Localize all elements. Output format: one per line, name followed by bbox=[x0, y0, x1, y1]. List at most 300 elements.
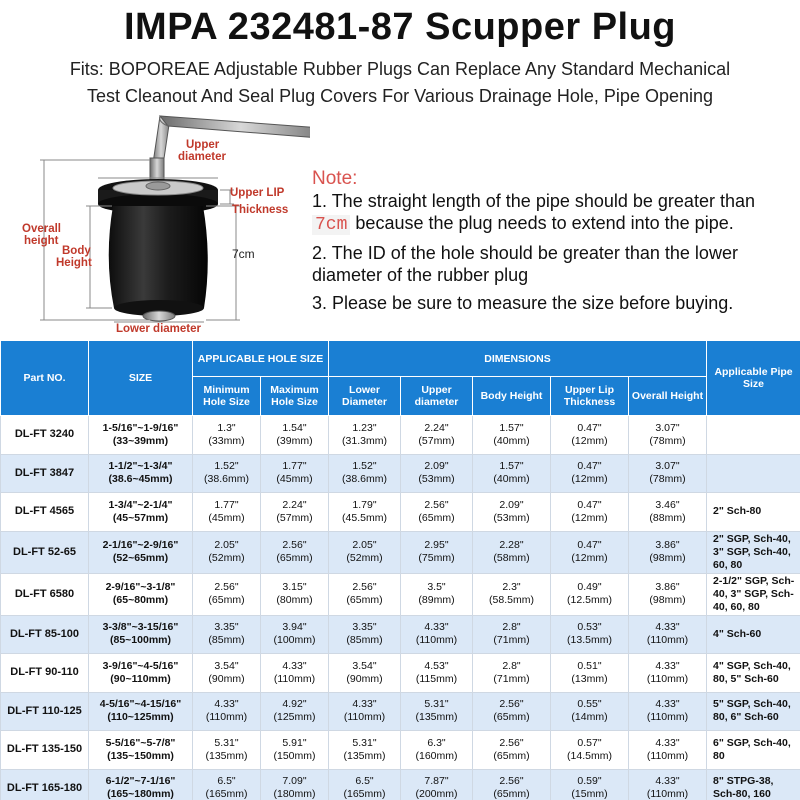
cell-part-no-value: DL-FT 52-65 bbox=[13, 545, 76, 558]
cell-upper-lip-value: 0.47" bbox=[577, 539, 602, 551]
cell-pipe-size-value: 5" SGP, Sch-40, 80, 6" Sch-60 bbox=[713, 698, 791, 724]
cell-overall-height bbox=[629, 454, 707, 493]
cell-upper-lip-value: 0.47" bbox=[577, 421, 602, 434]
cell-part-no-value: DL-FT 110-125 bbox=[7, 704, 82, 717]
cell-max-hole bbox=[261, 692, 329, 731]
cell-upper-diameter-value: 2.09" bbox=[424, 460, 449, 473]
cell-upper-lip-metric: (12.5mm) bbox=[567, 594, 612, 606]
cell-body-height-value: 2.28" bbox=[499, 539, 524, 551]
cell-pipe-size-value: 2" Sch-80 bbox=[713, 505, 762, 518]
cell-body-height bbox=[473, 454, 551, 493]
cell-lower-diameter bbox=[329, 573, 401, 615]
cell-size bbox=[89, 531, 193, 573]
cell-lower-diameter-metric: (135mm) bbox=[343, 749, 386, 762]
cell-size bbox=[89, 416, 193, 455]
label-overall-height-1: Overall bbox=[22, 223, 61, 235]
cell-body-height-metric: (40mm) bbox=[493, 434, 530, 447]
cell-upper-lip-value: 0.47" bbox=[577, 460, 602, 473]
cell-min-hole bbox=[193, 493, 261, 532]
cell-pipe-size bbox=[707, 493, 800, 532]
cell-size bbox=[89, 454, 193, 493]
cell-upper-diameter-value: 7.87" bbox=[424, 775, 449, 788]
header-upper-lip: Upper Lip Thickness bbox=[551, 377, 629, 416]
cell-body-height-value: 2.8" bbox=[502, 621, 521, 634]
cell-lower-diameter bbox=[329, 731, 401, 770]
cell-size bbox=[89, 692, 193, 731]
table-row bbox=[1, 731, 800, 770]
cell-size bbox=[89, 573, 193, 615]
cell-pipe-size bbox=[707, 692, 800, 731]
cell-upper-diameter bbox=[401, 654, 473, 693]
cell-body-height-value: 2.56" bbox=[499, 736, 524, 749]
cell-upper-lip-metric: (15mm) bbox=[571, 788, 608, 800]
hex-wrench-icon bbox=[152, 116, 310, 172]
cell-overall-height bbox=[629, 654, 707, 693]
cell-upper-lip-value: 0.47" bbox=[577, 498, 602, 511]
cell-min-hole-value: 6.5" bbox=[217, 775, 236, 788]
cell-size bbox=[89, 493, 193, 532]
cell-part-no bbox=[1, 573, 89, 615]
cell-max-hole bbox=[261, 531, 329, 573]
cell-min-hole bbox=[193, 769, 261, 800]
cell-body-height-metric: (65mm) bbox=[493, 749, 530, 762]
cell-pipe-size-value: 8" STPG-38, Sch-80, 160 bbox=[713, 775, 774, 800]
cell-size-metric: (110~125mm) bbox=[107, 711, 174, 724]
cell-size-metric: (85~100mm) bbox=[110, 634, 171, 647]
cell-min-hole-metric: (33mm) bbox=[208, 434, 245, 447]
cell-pipe-size bbox=[707, 573, 800, 615]
cell-body-height-metric: (53mm) bbox=[493, 511, 530, 524]
table-row bbox=[1, 493, 800, 532]
header-upper-diameter: Upper diameter bbox=[401, 377, 473, 416]
cell-max-hole-value: 3.94" bbox=[282, 621, 307, 634]
cell-upper-diameter-metric: (65mm) bbox=[418, 511, 455, 524]
cell-max-hole bbox=[261, 573, 329, 615]
cell-upper-diameter bbox=[401, 769, 473, 800]
cell-upper-lip-value: 0.51" bbox=[577, 659, 602, 672]
label-upper-diameter-1: Upper bbox=[186, 139, 220, 151]
cell-lower-diameter bbox=[329, 615, 401, 654]
cell-upper-lip-metric: (12mm) bbox=[571, 552, 608, 564]
cell-min-hole bbox=[193, 531, 261, 573]
cell-max-hole-value: 2.24" bbox=[282, 498, 307, 511]
cell-upper-lip-value: 0.59" bbox=[577, 775, 602, 788]
cell-part-no-value: DL-FT 135-150 bbox=[6, 743, 83, 756]
cell-upper-diameter bbox=[401, 416, 473, 455]
cell-pipe-size bbox=[707, 531, 800, 573]
cell-part-no bbox=[1, 416, 89, 455]
cell-lower-diameter-value: 3.35" bbox=[352, 621, 377, 634]
label-upper-diameter-2: diameter bbox=[178, 151, 226, 163]
cell-body-height bbox=[473, 769, 551, 800]
cell-upper-lip-metric: (14mm) bbox=[571, 711, 608, 724]
cell-lower-diameter bbox=[329, 454, 401, 493]
cell-overall-height-value: 4.33" bbox=[655, 775, 680, 788]
cell-max-hole bbox=[261, 769, 329, 800]
cell-overall-height-value: 4.33" bbox=[655, 698, 680, 711]
cell-upper-lip-metric: (13mm) bbox=[571, 672, 608, 685]
cell-min-hole-value: 1.3" bbox=[217, 421, 236, 434]
cell-size-metric: (52~65mm) bbox=[112, 552, 169, 564]
cell-lower-diameter-metric: (31.3mm) bbox=[342, 434, 387, 447]
cell-max-hole-metric: (57mm) bbox=[276, 511, 313, 524]
cell-part-no bbox=[1, 692, 89, 731]
cell-body-height-metric: (71mm) bbox=[493, 672, 530, 685]
cell-pipe-size-value: 6" SGP, Sch-40, 80 bbox=[713, 736, 791, 762]
cell-lower-diameter bbox=[329, 416, 401, 455]
cell-max-hole bbox=[261, 615, 329, 654]
cell-part-no bbox=[1, 731, 89, 770]
cell-overall-height-metric: (98mm) bbox=[649, 552, 686, 564]
cell-min-hole-metric: (135mm) bbox=[205, 749, 248, 762]
cell-upper-lip-metric: (12mm) bbox=[571, 473, 608, 486]
cell-upper-diameter-value: 5.31" bbox=[424, 698, 449, 711]
cell-overall-height bbox=[629, 416, 707, 455]
cell-min-hole-value: 1.77" bbox=[214, 498, 239, 511]
cell-overall-height bbox=[629, 573, 707, 615]
cell-body-height-value: 2.56" bbox=[499, 698, 524, 711]
cell-size bbox=[89, 769, 193, 800]
cell-overall-height-value: 3.86" bbox=[655, 581, 680, 593]
cell-body-height-value: 1.57" bbox=[499, 460, 524, 473]
cell-upper-lip bbox=[551, 615, 629, 654]
cell-overall-height-metric: (110mm) bbox=[646, 634, 689, 647]
cell-upper-lip bbox=[551, 493, 629, 532]
cell-max-hole-value: 1.54" bbox=[282, 421, 307, 434]
cell-lower-diameter-value: 1.52" bbox=[352, 460, 377, 473]
cell-lower-diameter-metric: (165mm) bbox=[343, 788, 386, 800]
label-body-height-2: Height bbox=[56, 257, 92, 269]
cell-upper-lip-metric: (12mm) bbox=[571, 511, 608, 524]
cell-overall-height bbox=[629, 769, 707, 800]
cell-upper-diameter-metric: (53mm) bbox=[418, 473, 455, 486]
note-item-2: 2. The ID of the hole should be greater than the lower diameter of the rubber plug bbox=[312, 243, 738, 285]
cell-overall-height-metric: (110mm) bbox=[646, 749, 689, 762]
cell-upper-diameter-metric: (115mm) bbox=[415, 672, 458, 685]
cell-body-height bbox=[473, 731, 551, 770]
cell-body-height-metric: (58mm) bbox=[493, 552, 530, 564]
cell-upper-lip bbox=[551, 531, 629, 573]
cell-part-no bbox=[1, 493, 89, 532]
cell-overall-height bbox=[629, 531, 707, 573]
cell-overall-height-metric: (110mm) bbox=[646, 711, 689, 724]
cell-overall-height-value: 3.07" bbox=[655, 460, 680, 473]
cell-size-value: 3-9/16"~4-5/16" bbox=[102, 659, 179, 672]
cell-max-hole-metric: (39mm) bbox=[276, 434, 313, 447]
cell-min-hole-value: 4.33" bbox=[214, 698, 239, 711]
cell-max-hole bbox=[261, 416, 329, 455]
cell-upper-diameter-value: 4.33" bbox=[424, 621, 449, 634]
cell-size-value: 1-1/2"~1-3/4" bbox=[108, 460, 173, 473]
cell-size-value: 6-1/2"~7-1/16" bbox=[105, 775, 176, 788]
cell-lower-diameter-value: 5.31" bbox=[352, 736, 377, 749]
cell-overall-height-value: 4.33" bbox=[655, 659, 680, 672]
cell-min-hole-metric: (65mm) bbox=[208, 594, 245, 606]
cell-min-hole-value: 2.05" bbox=[214, 539, 239, 551]
cell-upper-lip bbox=[551, 416, 629, 455]
cell-body-height-value: 1.57" bbox=[499, 421, 524, 434]
label-upper-lip-2: Thickness bbox=[232, 204, 289, 216]
cell-max-hole-metric: (150mm) bbox=[273, 749, 316, 762]
cell-upper-diameter bbox=[401, 531, 473, 573]
cell-overall-height bbox=[629, 692, 707, 731]
cell-pipe-size bbox=[707, 454, 800, 493]
cell-pipe-size bbox=[707, 731, 800, 770]
table-row bbox=[1, 615, 800, 654]
cell-size-value: 2-1/16"~2-9/16" bbox=[102, 539, 179, 551]
cell-min-hole-value: 3.54" bbox=[214, 659, 239, 672]
cell-min-hole-metric: (165mm) bbox=[205, 788, 248, 800]
cell-upper-lip-value: 0.49" bbox=[577, 581, 602, 593]
cell-overall-height bbox=[629, 493, 707, 532]
cell-upper-lip bbox=[551, 769, 629, 800]
cell-upper-lip bbox=[551, 573, 629, 615]
cell-overall-height-metric: (78mm) bbox=[649, 473, 686, 486]
cell-body-height bbox=[473, 416, 551, 455]
cell-min-hole bbox=[193, 692, 261, 731]
note-item-1-text-a: 1. The straight length of the pipe should be greater than bbox=[312, 191, 755, 211]
cell-body-height-value: 2.56" bbox=[499, 775, 524, 788]
cell-body-height bbox=[473, 573, 551, 615]
header-size: SIZE bbox=[89, 341, 193, 416]
cell-max-hole-metric: (180mm) bbox=[273, 788, 316, 800]
note-item-1 bbox=[312, 190, 792, 236]
cell-upper-lip bbox=[551, 654, 629, 693]
header-lower-diameter: Lower Diameter bbox=[329, 377, 401, 416]
cell-min-hole bbox=[193, 615, 261, 654]
cell-body-height-metric: (58.5mm) bbox=[489, 594, 534, 606]
cell-min-hole-metric: (85mm) bbox=[208, 634, 245, 647]
cell-overall-height-metric: (98mm) bbox=[649, 594, 686, 606]
cell-overall-height-value: 4.33" bbox=[655, 621, 680, 634]
cell-upper-lip bbox=[551, 731, 629, 770]
header-min-hole: Minimum Hole Size bbox=[193, 377, 261, 416]
cell-upper-diameter-value: 3.5" bbox=[427, 581, 446, 593]
note-item-1-highlight: 7cm bbox=[312, 215, 350, 235]
cell-overall-height-metric: (110mm) bbox=[646, 672, 689, 685]
note-title: Note: bbox=[312, 168, 358, 189]
cell-upper-diameter bbox=[401, 615, 473, 654]
cell-min-hole-value: 1.52" bbox=[214, 460, 239, 473]
cell-pipe-size-value: 2-1/2" SGP, Sch-40, 3" SGP, Sch-40, 60, 80 bbox=[713, 574, 795, 613]
label-lower-diameter: Lower diameter bbox=[116, 323, 201, 335]
cell-upper-diameter-value: 2.24" bbox=[424, 421, 449, 434]
cell-upper-diameter-metric: (75mm) bbox=[418, 552, 455, 564]
cell-pipe-size-value: 2" SGP, Sch-40, 3" SGP, Sch-40, 60, 80 bbox=[713, 532, 791, 571]
header-applicable-hole-size: APPLICABLE HOLE SIZE bbox=[193, 341, 329, 377]
cell-max-hole-metric: (125mm) bbox=[273, 711, 316, 724]
cell-upper-lip-metric: (12mm) bbox=[571, 434, 608, 447]
cell-pipe-size-value: 4" SGP, Sch-40, 80, 5" Sch-60 bbox=[713, 659, 791, 685]
cell-max-hole-value: 5.91" bbox=[282, 736, 307, 749]
cell-min-hole-metric: (52mm) bbox=[208, 552, 245, 564]
cell-size-value: 4-5/16"~4-15/16" bbox=[99, 698, 182, 711]
cell-lower-diameter bbox=[329, 654, 401, 693]
cell-max-hole-value: 3.15" bbox=[282, 581, 307, 593]
cell-pipe-size bbox=[707, 654, 800, 693]
cell-lower-diameter-metric: (110mm) bbox=[343, 711, 386, 724]
cell-size-metric: (38.6~45mm) bbox=[108, 473, 173, 486]
cell-part-no bbox=[1, 654, 89, 693]
cell-min-hole bbox=[193, 731, 261, 770]
fits-line-2: Test Cleanout And Seal Plug Covers For Various Drainage Hole, Pipe Opening bbox=[86, 86, 714, 106]
rubber-body-icon bbox=[109, 206, 208, 308]
cell-max-hole bbox=[261, 731, 329, 770]
cell-upper-diameter bbox=[401, 692, 473, 731]
cell-upper-diameter bbox=[401, 493, 473, 532]
cell-body-height bbox=[473, 692, 551, 731]
cell-min-hole bbox=[193, 454, 261, 493]
cell-lower-diameter-value: 4.33" bbox=[352, 698, 377, 711]
cell-overall-height-metric: (88mm) bbox=[649, 511, 686, 524]
cell-upper-lip-value: 0.55" bbox=[577, 698, 602, 711]
table-row bbox=[1, 769, 800, 800]
cell-lower-diameter-value: 2.05" bbox=[352, 539, 377, 551]
table-row bbox=[1, 654, 800, 693]
header-body-height: Body Height bbox=[473, 377, 551, 416]
cell-min-hole bbox=[193, 416, 261, 455]
cell-pipe-size bbox=[707, 615, 800, 654]
cell-upper-diameter-metric: (135mm) bbox=[415, 711, 458, 724]
cell-max-hole-value: 4.33" bbox=[282, 659, 307, 672]
cell-part-no-value: DL-FT 85-100 bbox=[9, 627, 80, 640]
cell-upper-diameter-metric: (200mm) bbox=[415, 788, 458, 800]
cell-size bbox=[89, 654, 193, 693]
cell-overall-height-value: 3.86" bbox=[655, 539, 680, 551]
header-applicable-pipe-size: Applicable Pipe Size bbox=[707, 341, 800, 416]
cell-size-value: 3-3/8"~3-15/16" bbox=[102, 621, 179, 634]
cell-max-hole bbox=[261, 454, 329, 493]
cell-lower-diameter-metric: (52mm) bbox=[346, 552, 383, 564]
header-part-no: Part NO. bbox=[1, 341, 89, 416]
note-item-3: 3. Please be sure to measure the size before buying. bbox=[312, 293, 734, 313]
cell-body-height-value: 2.8" bbox=[502, 659, 521, 672]
cell-upper-diameter-value: 2.56" bbox=[424, 498, 449, 511]
cell-upper-lip-value: 0.57" bbox=[577, 736, 602, 749]
cell-upper-lip bbox=[551, 692, 629, 731]
cell-upper-diameter-metric: (160mm) bbox=[415, 749, 458, 762]
cell-overall-height bbox=[629, 731, 707, 770]
fits-description bbox=[0, 56, 800, 110]
cell-part-no-value: DL-FT 3847 bbox=[14, 466, 75, 479]
cell-upper-lip-metric: (13.5mm) bbox=[567, 634, 612, 647]
cell-size-metric: (33~39mm) bbox=[112, 434, 169, 447]
cell-overall-height-value: 3.07" bbox=[655, 421, 680, 434]
header-overall-height: Overall Height bbox=[629, 377, 707, 416]
cell-max-hole-metric: (45mm) bbox=[276, 473, 313, 486]
table-row bbox=[1, 692, 800, 731]
fits-line-1: Fits: BOPOREAE Adjustable Rubber Plugs Can Replace Any Standard Mechanical bbox=[69, 59, 731, 79]
cell-body-height bbox=[473, 531, 551, 573]
cell-upper-lip bbox=[551, 454, 629, 493]
note-section bbox=[312, 168, 792, 320]
cell-part-no-value: DL-FT 6580 bbox=[14, 587, 75, 600]
cell-body-height bbox=[473, 654, 551, 693]
cell-upper-lip-metric: (14.5mm) bbox=[567, 749, 612, 762]
cell-max-hole-metric: (100mm) bbox=[273, 634, 316, 647]
cell-size-metric: (135~150mm) bbox=[107, 749, 174, 762]
cell-lower-diameter-metric: (45.5mm) bbox=[342, 511, 387, 524]
cell-lower-diameter-value: 2.56" bbox=[352, 581, 377, 593]
cell-part-no bbox=[1, 454, 89, 493]
cell-max-hole-value: 2.56" bbox=[282, 539, 307, 551]
cell-min-hole bbox=[193, 573, 261, 615]
table-row bbox=[1, 416, 800, 455]
cell-max-hole-value: 7.09" bbox=[282, 775, 307, 788]
cell-size-metric: (165~180mm) bbox=[107, 788, 174, 800]
cell-body-height-metric: (40mm) bbox=[493, 473, 530, 486]
cell-upper-diameter bbox=[401, 454, 473, 493]
cell-min-hole-value: 5.31" bbox=[214, 736, 239, 749]
label-body-height-1: Body bbox=[62, 245, 91, 257]
cell-body-height-value: 2.3" bbox=[502, 581, 521, 593]
cell-pipe-size-value: 4" Sch-60 bbox=[713, 627, 762, 640]
cell-body-height-metric: (71mm) bbox=[493, 634, 530, 647]
cell-part-no-value: DL-FT 165-180 bbox=[6, 781, 83, 794]
cell-size-metric: (45~57mm) bbox=[112, 511, 169, 524]
cell-part-no bbox=[1, 615, 89, 654]
table-row bbox=[1, 531, 800, 573]
cell-body-height bbox=[473, 493, 551, 532]
header-dimensions: DIMENSIONS bbox=[329, 341, 707, 377]
table-row bbox=[1, 454, 800, 493]
cell-pipe-size bbox=[707, 416, 800, 455]
header-max-hole: Maximum Hole Size bbox=[261, 377, 329, 416]
cell-part-no bbox=[1, 769, 89, 800]
cell-overall-height bbox=[629, 615, 707, 654]
label-upper-lip-1: Upper LIP bbox=[230, 187, 285, 199]
cell-min-hole-value: 2.56" bbox=[214, 581, 239, 593]
cell-lower-diameter-value: 1.79" bbox=[352, 498, 377, 511]
cell-part-no-value: DL-FT 4565 bbox=[14, 505, 75, 518]
label-length: 7cm bbox=[232, 247, 255, 261]
cell-upper-diameter-value: 2.95" bbox=[424, 539, 449, 551]
cell-part-no-value: DL-FT 90-110 bbox=[10, 666, 79, 679]
cell-lower-diameter-metric: (38.6mm) bbox=[342, 473, 387, 486]
cell-max-hole bbox=[261, 654, 329, 693]
cell-min-hole bbox=[193, 654, 261, 693]
cell-body-height-metric: (65mm) bbox=[493, 788, 530, 800]
note-item-1-text-b: because the plug needs to extend into the pipe. bbox=[355, 213, 734, 233]
cell-lower-diameter bbox=[329, 531, 401, 573]
cell-size-value: 1-3/4"~2-1/4" bbox=[108, 498, 173, 511]
label-overall-height-2: height bbox=[24, 235, 59, 247]
cell-overall-height-value: 3.46" bbox=[655, 498, 680, 511]
cell-upper-diameter-metric: (89mm) bbox=[418, 594, 455, 606]
scupper-plug-figure bbox=[0, 108, 310, 338]
cell-upper-diameter-metric: (57mm) bbox=[418, 434, 455, 447]
cell-max-hole-metric: (80mm) bbox=[276, 594, 313, 606]
cell-size-value: 1-5/16"~1-9/16" bbox=[102, 421, 179, 434]
cell-lower-diameter bbox=[329, 769, 401, 800]
cell-part-no bbox=[1, 531, 89, 573]
cell-min-hole-metric: (90mm) bbox=[208, 672, 245, 685]
cell-max-hole-metric: (65mm) bbox=[276, 552, 313, 564]
cell-overall-height-metric: (110mm) bbox=[646, 788, 689, 800]
table-row bbox=[1, 573, 800, 615]
cell-overall-height-metric: (78mm) bbox=[649, 434, 686, 447]
cell-min-hole-metric: (38.6mm) bbox=[204, 473, 249, 486]
cell-body-height bbox=[473, 615, 551, 654]
cell-size-metric: (90~110mm) bbox=[110, 672, 171, 685]
cell-min-hole-value: 3.35" bbox=[214, 621, 239, 634]
cell-overall-height-value: 4.33" bbox=[655, 736, 680, 749]
cell-lower-diameter-value: 6.5" bbox=[355, 775, 374, 788]
cell-body-height-metric: (65mm) bbox=[493, 711, 530, 724]
cell-upper-diameter bbox=[401, 731, 473, 770]
cell-lower-diameter-metric: (65mm) bbox=[346, 594, 383, 606]
cell-body-height-value: 2.09" bbox=[499, 498, 524, 511]
